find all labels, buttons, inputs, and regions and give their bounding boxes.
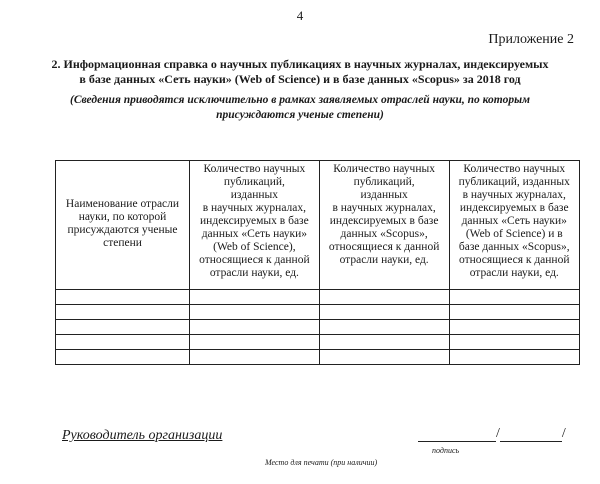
header-text-line: относящиеся к данной (328, 241, 440, 253)
header-text-line: базе данных «Scopus», (458, 241, 570, 253)
table-cell[interactable] (449, 305, 580, 320)
header-text-line: изданных (230, 189, 278, 201)
header-text-line: публикаций, изданных (458, 176, 570, 188)
table-cell[interactable] (449, 320, 580, 335)
table-cell[interactable] (56, 350, 190, 365)
table-body (56, 290, 580, 365)
header-text-line: в научных журналах, (202, 202, 307, 214)
header-text-line: отрасли науки, ед. (339, 254, 429, 266)
section-note (40, 93, 560, 123)
table-cell[interactable] (449, 335, 580, 350)
table-cell[interactable] (56, 305, 190, 320)
table-cell[interactable] (56, 290, 190, 305)
header-industry-name (56, 161, 190, 290)
table-cell[interactable] (56, 320, 190, 335)
header-text-line: присуждаются ученые (67, 224, 178, 236)
table-cell[interactable] (56, 335, 190, 350)
header-text-line: в научных журналах, (332, 202, 436, 214)
header-text-line: индексируемых в базе (200, 215, 309, 227)
signature-caption: подпись (432, 446, 460, 455)
table-row (56, 305, 580, 320)
signature-blank[interactable] (418, 427, 496, 442)
table-cell[interactable] (190, 305, 320, 320)
header-text-line: (Web of Science), (213, 241, 296, 253)
header-both-count (449, 161, 580, 290)
header-text-line: индексируемых в базе (329, 215, 439, 227)
header-text-line: в научных журналах, (462, 189, 566, 201)
header-text-line: Количество научных (463, 163, 566, 175)
table-cell[interactable] (190, 320, 320, 335)
table-cell[interactable] (319, 305, 449, 320)
header-text-line: отрасли науки, ед. (209, 267, 299, 279)
table-cell[interactable] (319, 335, 449, 350)
page-number: 4 (296, 8, 304, 23)
header-text-line: науки, по которой (78, 211, 167, 223)
table-cell[interactable] (190, 290, 320, 305)
header-text-line: публикаций, (223, 176, 285, 188)
signature-separator: / (561, 426, 566, 441)
table-row (56, 350, 580, 365)
note-line: (Сведения приводятся исключительно в рамках заявляемых отраслей науки, по которым (70, 94, 530, 106)
header-text-line: публикаций, (353, 176, 415, 188)
header-text-line: отрасли науки, ед. (469, 267, 559, 279)
stamp-note: Место для печати (при наличии) (265, 458, 378, 467)
heading-line: 2. Информационная справка о научных публикациях в научных журналах, индексируемых (51, 57, 549, 71)
header-text-line: Наименование отрасли (65, 198, 180, 210)
header-text-line: относящиеся к данной (458, 254, 570, 266)
appendix-label: Приложение 2 (488, 32, 574, 47)
name-blank[interactable] (500, 427, 562, 442)
table-cell[interactable] (319, 350, 449, 365)
table-cell[interactable] (319, 320, 449, 335)
header-text-line: относящиеся к данной (199, 254, 310, 266)
header-text-line: Количество научных (203, 163, 306, 175)
table-row (56, 335, 580, 350)
signer-role: Руководитель организации (62, 428, 223, 443)
section-heading (30, 57, 570, 87)
table-cell[interactable] (449, 290, 580, 305)
table-cell[interactable] (449, 350, 580, 365)
header-text-line: (Web of Science) и в (465, 228, 563, 240)
header-wos-count (190, 161, 320, 290)
publications-table (55, 160, 580, 365)
table-cell[interactable] (319, 290, 449, 305)
header-text-line: изданных (360, 189, 408, 201)
header-scopus-count (319, 161, 449, 290)
header-text-line: степени (103, 237, 142, 249)
signature-separator: / (496, 426, 500, 441)
note-line: присуждаются ученые степени) (216, 109, 384, 121)
heading-line: в базе данных «Сеть науки» (Web of Science) и в базе данных «Scopus» за 2018 год (79, 72, 521, 86)
header-text-line: индексируемых в базе (459, 202, 569, 214)
table-header-row (56, 161, 580, 290)
header-text-line: Количество научных (333, 163, 435, 175)
header-text-line: данных «Сеть науки» (201, 228, 308, 240)
header-text-line: данных «Сеть науки» (461, 215, 567, 227)
header-text-line: данных «Scopus», (340, 228, 428, 240)
table-row (56, 320, 580, 335)
signature-line (418, 426, 566, 442)
table-cell[interactable] (190, 350, 320, 365)
table-cell[interactable] (190, 335, 320, 350)
table-row (56, 290, 580, 305)
